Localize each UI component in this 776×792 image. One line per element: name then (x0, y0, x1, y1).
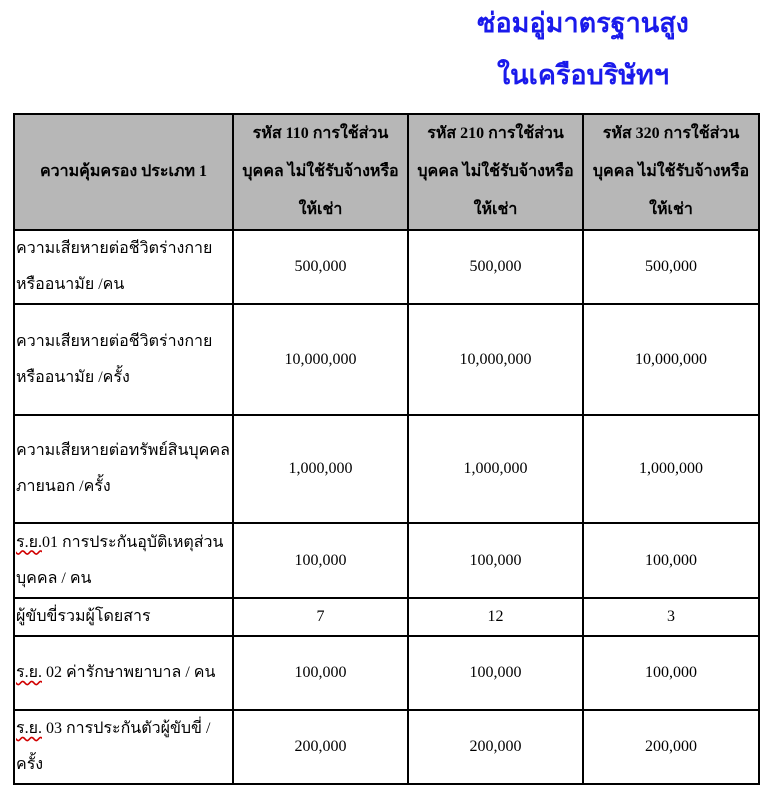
cell-code-210: 500,000 (408, 230, 583, 304)
row-label-text: ความเสียหายต่อทรัพย์สินบุคคลภายนอก /ครั้ง (16, 442, 230, 495)
table-row (14, 710, 759, 784)
row-label-text: ความเสียหายต่อชีวิตร่างกาย หรืออนามัย /ครั้ง (16, 332, 213, 386)
header-code-210: รหัส 210 การใช้ส่วนบุคคล ไม่ใช้รับจ้างหรือให้เช่า (408, 114, 583, 230)
cell-code-110: 100,000 (233, 523, 408, 598)
cell-code-110: 1,000,000 (233, 415, 408, 523)
table-row (14, 304, 759, 415)
row-label (14, 304, 233, 415)
header-coverage-type: ความคุ้มครอง ประเภท 1 (14, 114, 233, 230)
cell-code-210: 100,000 (408, 523, 583, 598)
cell-code-320: 10,000,000 (583, 304, 759, 415)
cell-code-110: 100,000 (233, 636, 408, 710)
row-label-prefix: ร.ย. (16, 664, 42, 681)
row-label-text: ผู้ขับขี่รวมผู้โดยสาร (16, 608, 151, 625)
coverage-table (13, 113, 760, 785)
table-row (14, 636, 759, 710)
cell-code-320: 100,000 (583, 636, 759, 710)
table-row (14, 598, 759, 636)
header-code-320: รหัส 320 การใช้ส่วนบุคคล ไม่ใช้รับจ้างหรือให้เช่า (583, 114, 759, 230)
cell-code-210: 12 (408, 598, 583, 636)
row-label-prefix: ร.ย. (16, 720, 42, 737)
row-label-text: 02 ค่ารักษาพยาบาล / คน (41, 664, 216, 681)
cell-code-210: 10,000,000 (408, 304, 583, 415)
cell-code-110: 10,000,000 (233, 304, 408, 415)
cell-code-320: 500,000 (583, 230, 759, 304)
table-row (14, 230, 759, 304)
row-label (14, 415, 233, 523)
cell-code-110: 500,000 (233, 230, 408, 304)
cell-code-210: 200,000 (408, 710, 583, 784)
cell-code-110: 200,000 (233, 710, 408, 784)
table-header-row (14, 114, 759, 230)
cell-code-110: 7 (233, 598, 408, 636)
page-subtitle: ในเครือบริษัทฯ (496, 60, 670, 90)
header-code-110: รหัส 110 การใช้ส่วนบุคคล ไม่ใช้รับจ้างหรือให้เช่า (233, 114, 408, 230)
cell-code-320: 3 (583, 598, 759, 636)
table-row (14, 523, 759, 598)
row-label-text: 01 การประกันอุบัติเหตุส่วนบุคคล / คน (16, 533, 224, 587)
table-row (14, 415, 759, 523)
row-label (14, 523, 233, 598)
row-label (14, 636, 233, 710)
cell-code-210: 100,000 (408, 636, 583, 710)
row-label-text: ความเสียหายต่อชีวิตร่างกาย หรืออนามัย /คน (16, 240, 213, 293)
row-label (14, 710, 233, 784)
cell-code-210: 1,000,000 (408, 415, 583, 523)
row-label-text: 03 การประกันตัวผู้ขับขี่ / ครั้ง (16, 720, 211, 773)
row-label (14, 598, 233, 636)
row-label (14, 230, 233, 304)
cell-code-320: 200,000 (583, 710, 759, 784)
page-title: ซ่อมอู่มาตรฐานสูง (477, 8, 689, 38)
cell-code-320: 100,000 (583, 523, 759, 598)
cell-code-320: 1,000,000 (583, 415, 759, 523)
row-label-prefix: ร.ย. (16, 533, 42, 551)
